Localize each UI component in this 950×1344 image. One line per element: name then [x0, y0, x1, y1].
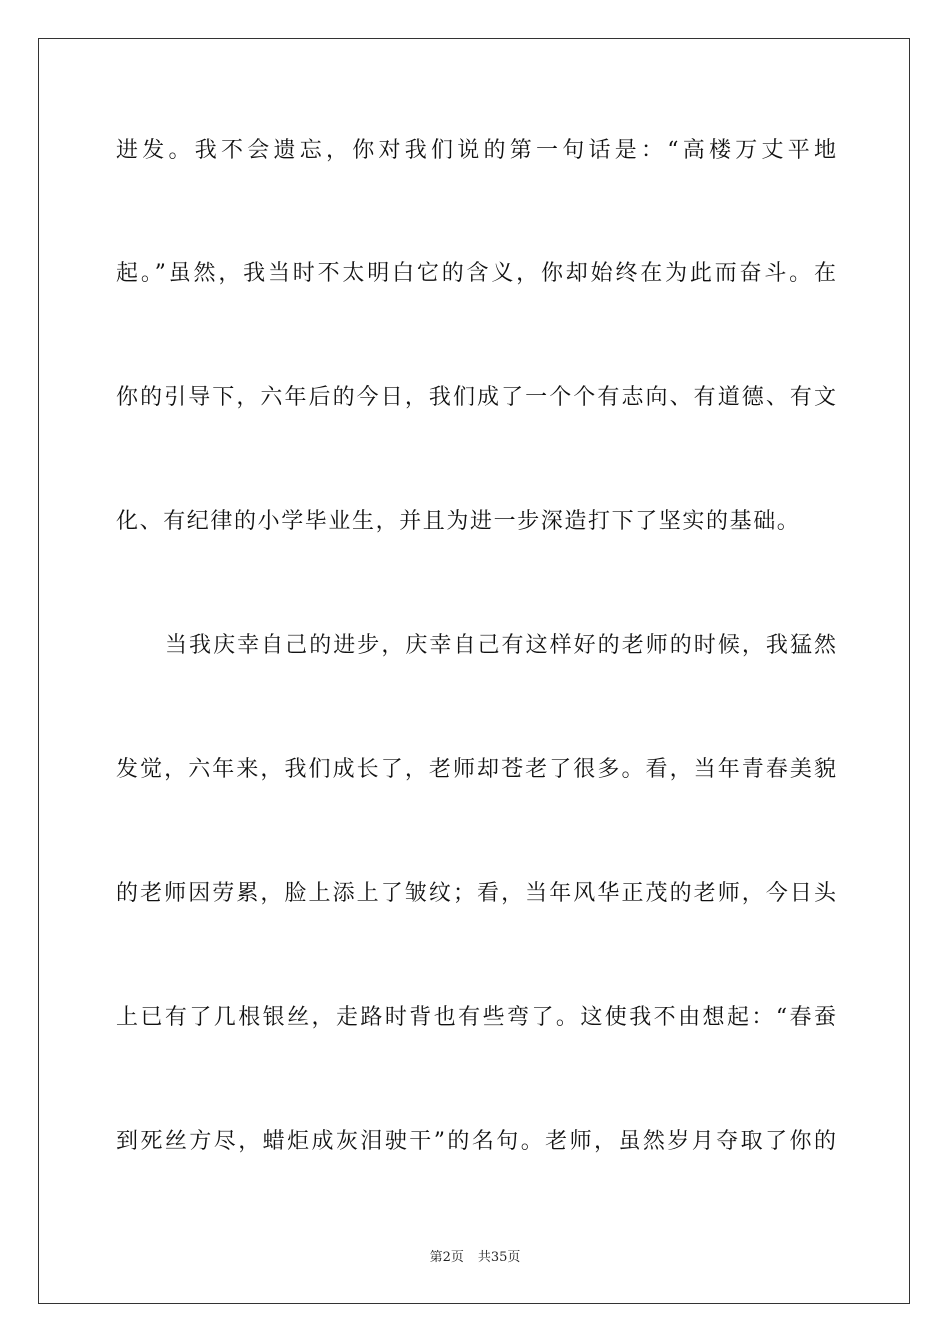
page-total: 共35页	[477, 1250, 521, 1265]
text-line-1: 进发。我不会遗忘，你对我们说的第一句话是：“高楼万丈平地	[116, 138, 836, 163]
text-line-9: 到死丝方尽，蜡炬成灰泪驶干”的名句。老师，虽然岁月夺取了你的	[116, 1129, 836, 1154]
text-line-6: 发觉，六年来，我们成长了，老师却苍老了很多。看，当年青春美貌	[116, 757, 836, 782]
page-footer	[0, 1246, 950, 1265]
text-line-7: 的老师因劳累，脸上添上了皱纹；看，当年风华正茂的老师，今日头	[116, 881, 836, 906]
page-border	[38, 38, 910, 1304]
text-line-5-paragraph-start: 当我庆幸自己的进步，庆幸自己有这样好的老师的时候，我猛然	[165, 633, 836, 658]
page-number: 第2页	[429, 1250, 464, 1265]
text-line-4: 化、有纪律的小学毕业生，并且为进一步深造打下了坚实的基础。	[116, 509, 801, 534]
text-line-2: 起。”虽然，我当时不太明白它的含义，你却始终在为此而奋斗。在	[116, 261, 836, 286]
text-line-8: 上已有了几根银丝，走路时背也有些弯了。这使我不由想起：“春蚕	[116, 1005, 836, 1030]
text-line-3: 你的引导下，六年后的今日，我们成了一个个有志向、有道德、有文	[116, 385, 836, 410]
